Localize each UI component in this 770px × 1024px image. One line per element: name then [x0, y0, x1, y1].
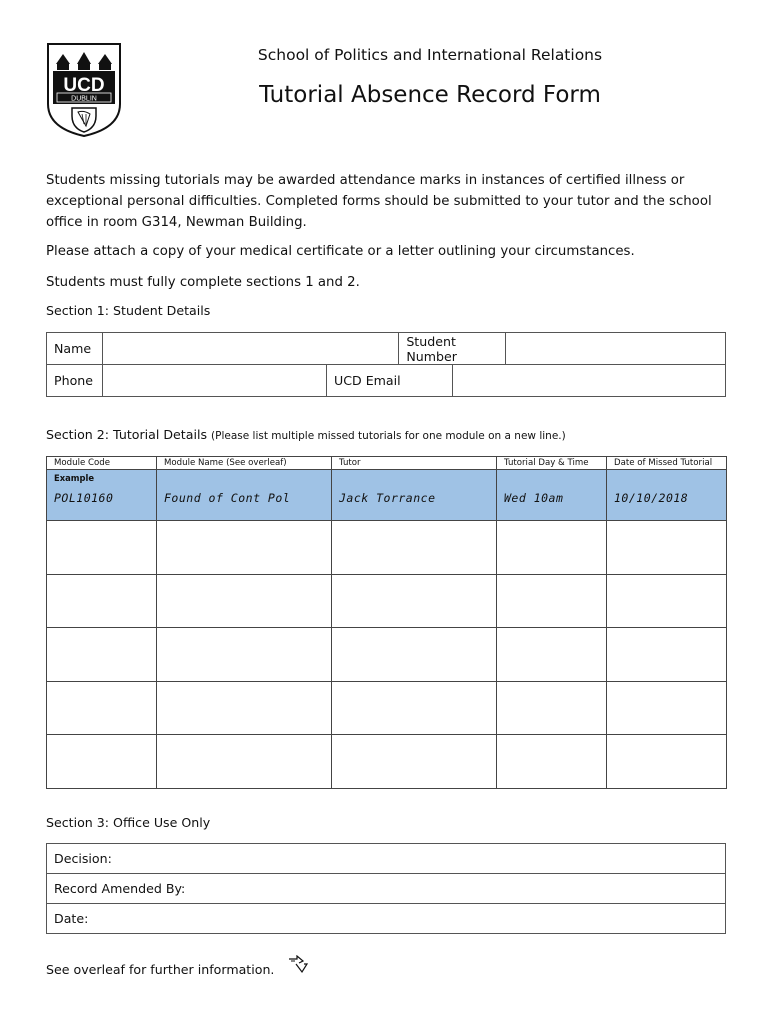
col-module-name: Module Name (See overleaf) [157, 457, 332, 470]
example-day-time: Wed 10am [504, 491, 564, 505]
intro-paragraph: Students missing tutorials may be awarded attendance marks in instances of certified illness or exceptional personal difficulties. Completed forms should be submitted to your tutor and the school office in room G314, Newman Building. [46, 173, 712, 230]
example-missed-date: 10/10/2018 [614, 491, 689, 505]
module-name-field[interactable] [157, 574, 332, 628]
example-tutor: Jack Torrance [339, 491, 436, 505]
name-field[interactable] [103, 333, 399, 365]
email-label: UCD Email [327, 365, 453, 397]
day-time-field[interactable] [497, 521, 607, 575]
section1-heading: Section 1: Student Details [46, 303, 211, 318]
col-day-time: Tutorial Day & Time [497, 457, 607, 470]
table-row [47, 681, 727, 735]
section3-heading: Section 3: Office Use Only [46, 815, 211, 830]
day-time-field[interactable] [497, 574, 607, 628]
section2-title: Section 2: Tutorial Details [46, 427, 208, 442]
table-row [47, 521, 727, 575]
footer-note: See overleaf for further information. [46, 962, 275, 977]
col-module-code: Module Code [47, 457, 157, 470]
completion-instruction: Students must fully complete sections 1 and 2. [46, 275, 360, 290]
module-name-field[interactable] [157, 681, 332, 735]
module-name-field[interactable] [157, 628, 332, 682]
student-details-table [46, 332, 726, 397]
day-time-field[interactable] [497, 628, 607, 682]
day-time-field[interactable] [497, 735, 607, 789]
attach-instruction: Please attach a copy of your medical certificate or a letter outlining your circumstances. [46, 244, 635, 259]
table-row [47, 574, 727, 628]
missed-date-field[interactable] [607, 735, 727, 789]
student-number-field[interactable] [506, 333, 726, 365]
example-cell [607, 470, 727, 521]
example-module-name: Found of Cont Pol [164, 491, 291, 505]
section2-note: (Please list multiple missed tutorials for one module on a new line.) [211, 430, 566, 442]
section2-heading [46, 427, 566, 442]
day-time-field[interactable] [497, 681, 607, 735]
phone-label: Phone [47, 365, 103, 397]
student-number-label: Student Number [399, 333, 506, 365]
col-missed-date: Date of Missed Tutorial [607, 457, 727, 470]
phone-field[interactable] [103, 365, 327, 397]
office-use-table [46, 843, 726, 934]
example-cell [47, 470, 157, 521]
form-title: Tutorial Absence Record Form [259, 82, 601, 108]
missed-date-field[interactable] [607, 681, 727, 735]
module-code-field[interactable] [47, 735, 157, 789]
name-label: Name [47, 333, 103, 365]
logo-text: UCD [63, 75, 105, 96]
tutor-field[interactable] [332, 735, 497, 789]
missed-date-field[interactable] [607, 574, 727, 628]
table-row [47, 735, 727, 789]
module-code-field[interactable] [47, 574, 157, 628]
example-row [47, 470, 727, 521]
missed-date-field[interactable] [607, 521, 727, 575]
tutor-field[interactable] [332, 681, 497, 735]
module-code-field[interactable] [47, 681, 157, 735]
tutor-field[interactable] [332, 628, 497, 682]
module-code-field[interactable] [47, 521, 157, 575]
school-name: School of Politics and International Relations [257, 46, 603, 64]
module-name-field[interactable] [157, 521, 332, 575]
module-code-field[interactable] [47, 628, 157, 682]
example-cell [497, 470, 607, 521]
example-label: Example [54, 473, 95, 483]
example-cell [157, 470, 332, 521]
ucd-logo [46, 42, 122, 138]
tutor-field[interactable] [332, 521, 497, 575]
tutorial-details-table [46, 456, 727, 789]
module-name-field[interactable] [157, 735, 332, 789]
tutor-field[interactable] [332, 574, 497, 628]
missed-date-field[interactable] [607, 628, 727, 682]
table-row [47, 628, 727, 682]
col-tutor: Tutor [332, 457, 497, 470]
email-field[interactable] [452, 365, 725, 397]
decision-field[interactable]: Decision: [47, 844, 726, 874]
example-module-code: POL10160 [54, 491, 114, 505]
example-cell [332, 470, 497, 521]
date-field[interactable]: Date: [47, 904, 726, 934]
turn-page-arrow-icon [287, 955, 309, 975]
amended-by-field[interactable]: Record Amended By: [47, 874, 726, 904]
logo-subtext: DUBLIN [71, 95, 97, 103]
